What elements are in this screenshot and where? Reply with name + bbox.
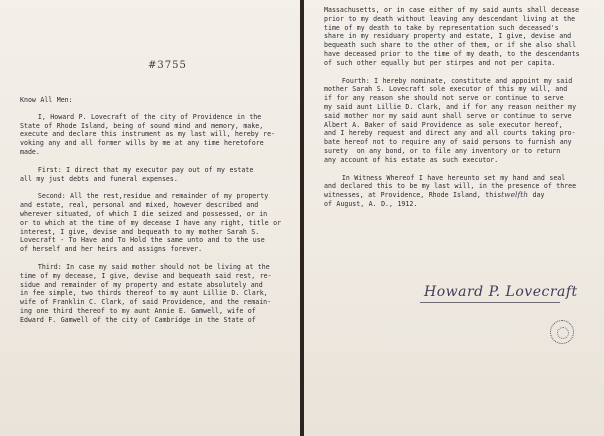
handwritten-day: twelfth <box>501 190 529 200</box>
declaration-paragraph: I, Howard P. Lovecraft of the city of Providence in the State of Rhode Island, being of sound mind and memory, make, execute and declare this instrument as my last will, hereby re- voking any and all former wills by me at any time heretofore made. <box>20 112 276 156</box>
second-clause: Second: All the rest,residue and remainder of my property and estate, real, personal and mixed, however described and wherever situated, of which I die seized and possessed, or in or to which at the time of my decease I have any right, title or interest, I give, devise and bequeath to my mother Sarah S. Lovecraft - To Have and To Hold the same unto and to the use of herself and her heirs and assigns forever. <box>20 192 282 254</box>
witness-text-b: day of August, A. D., 1912. <box>324 191 545 208</box>
reference-number: #3755 <box>148 60 187 71</box>
first-clause: First: I direct that my executor pay out of my estate all my just debts and funeral expenses. <box>20 165 254 183</box>
witness-text-a: In Witness Whereof I have hereunto set my hand and seal and declared this to be my last will, in the presence of three witnesses, at Providence, Rhode Island, this <box>324 173 577 200</box>
signature: Howard P. Lovecraft <box>424 284 578 300</box>
greeting: Know All Men: <box>20 96 73 104</box>
third-clause-continued: Massachusetts, or in case either of my said aunts shall decease prior to my death without leaving any descendant living at the time of my death to take by representation such deceased's share in my residuary property and estate, I give, devise and bequeath such share to the other of them, or if she also shall have deceased prior to the time of my death, to the descendants of such other equally but per stirpes and not per capita. <box>324 6 580 67</box>
signature-line <box>420 302 560 303</box>
witness-clause <box>324 174 594 209</box>
seal-icon <box>550 320 574 344</box>
will-page-left <box>0 0 300 436</box>
third-clause: Third: In case my said mother should not be living at the time of my decease, I give, devise and bequeath said rest, re- sidue and remainder of my property and estate absolutely and in fee simple, two thirds thereof to my aunt Lillie D. Clark, wife of Franklin C. Clark, of said Providence, and the remain- ing one third thereof to my aunt Annie E. Gamwell, wife of Edward F. Gamwell of the city of Cambridge in the State of <box>20 262 272 324</box>
fourth-clause: Fourth: I hereby nominate, constitute and appoint my said mother Sarah S. Lovecraft sole executor of this my will, and if for any reason she should not serve or continue to serve my said aunt Lillie D. Clark, and if for any reason neither my said mother nor my said aunt shall serve or continue to serve Albert A. Baker of said Providence as sole executor hereof, and I hereby request and direct any and all courts taking pro- bate hereof not to require any of said persons to furnish any surety on any bond, or to file any inventory or to return any account of his estate as such executor. <box>324 76 577 164</box>
seal-inner-ring <box>557 327 569 339</box>
will-page-right <box>304 0 604 436</box>
